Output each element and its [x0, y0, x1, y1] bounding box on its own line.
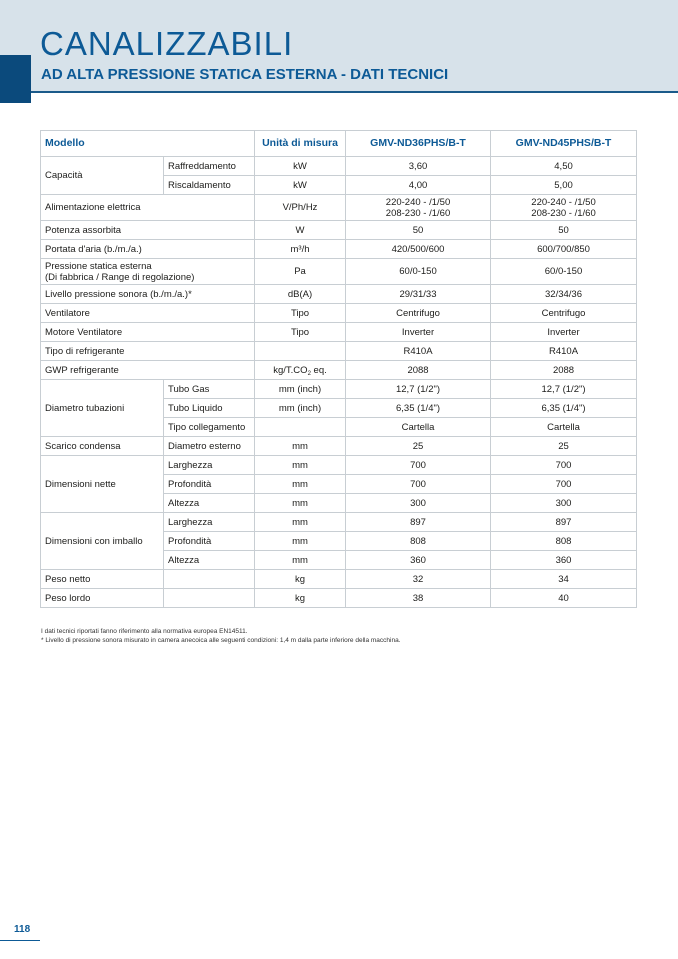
- sub-label: Profondità: [164, 475, 255, 494]
- row-label-pressione: [41, 259, 255, 285]
- footnote-line: * Livello di pressione sonora misurato in camera anecoica alle seguenti condizioni: 1,4 m dalla parte inferiore della macchina.: [41, 637, 401, 644]
- table-row: [41, 342, 637, 361]
- unit-cell: W: [255, 221, 346, 240]
- sub-label: Tubo Gas: [164, 380, 255, 399]
- row-label-ventilatore: Ventilatore: [41, 304, 255, 323]
- row-label-peso-netto: Peso netto: [41, 570, 164, 589]
- table-row: [41, 285, 637, 304]
- table-row: [41, 323, 637, 342]
- sub-label: Riscaldamento: [164, 176, 255, 195]
- value-cell: 360: [491, 551, 637, 570]
- sub-label: Larghezza: [164, 513, 255, 532]
- unit-cell: dB(A): [255, 285, 346, 304]
- header-model: Modello: [41, 131, 255, 157]
- sub-label: Profondità: [164, 532, 255, 551]
- value-cell: 6,35 (1/4"): [346, 399, 491, 418]
- value-cell: 420/500/600: [346, 240, 491, 259]
- header-accent-bar: [0, 55, 31, 103]
- value-cell: 700: [346, 475, 491, 494]
- value-cell: 808: [491, 532, 637, 551]
- unit-cell: mm: [255, 532, 346, 551]
- specs-table: [40, 130, 637, 608]
- unit-cell: mm (inch): [255, 399, 346, 418]
- row-label-motore: Motore Ventilatore: [41, 323, 255, 342]
- unit-cell: Pa: [255, 259, 346, 285]
- value-cell: Centrifugo: [491, 304, 637, 323]
- sub-label: Tubo Liquido: [164, 399, 255, 418]
- value-cell: 25: [346, 437, 491, 456]
- value-cell: 700: [491, 475, 637, 494]
- value-cell: 50: [346, 221, 491, 240]
- unit-cell: [255, 361, 346, 380]
- table-row: [41, 157, 637, 176]
- page-title: CANALIZZABILI: [40, 25, 294, 62]
- sub-label: Diametro esterno: [164, 437, 255, 456]
- page-number-rule: [0, 940, 40, 941]
- value-cell: Inverter: [491, 323, 637, 342]
- value-cell: 34: [491, 570, 637, 589]
- value-cell: 12,7 (1/2"): [346, 380, 491, 399]
- unit-text: kg/T.CO: [273, 364, 308, 376]
- value-cell: 60/0-150: [491, 259, 637, 285]
- value-cell: Centrifugo: [346, 304, 491, 323]
- table-row: [41, 240, 637, 259]
- unit-cell: mm: [255, 494, 346, 513]
- row-label-dim-nette: Dimensioni nette: [41, 456, 164, 513]
- unit-cell: mm: [255, 456, 346, 475]
- header-model-2: GMV-ND45PHS/B-T: [491, 131, 637, 157]
- unit-cell: V/Ph/Hz: [255, 195, 346, 221]
- page-number: 118: [14, 924, 31, 935]
- table-row: [41, 221, 637, 240]
- value-cell: 5,00: [491, 176, 637, 195]
- value-cell: R410A: [346, 342, 491, 361]
- value-cell: 25: [491, 437, 637, 456]
- value-cell: Cartella: [491, 418, 637, 437]
- value-cell: 6,35 (1/4"): [491, 399, 637, 418]
- value-cell: 29/31/33: [346, 285, 491, 304]
- value-cell: [491, 195, 637, 221]
- value-cell: 300: [491, 494, 637, 513]
- value-cell: 40: [491, 589, 637, 608]
- value-cell: 50: [491, 221, 637, 240]
- value-cell: 700: [346, 456, 491, 475]
- header-unit: Unità di misura: [255, 131, 346, 157]
- row-label-potenza: Potenza assorbita: [41, 221, 255, 240]
- empty-cell: [164, 589, 255, 608]
- value-cell: 2088: [346, 361, 491, 380]
- table-row: [41, 456, 637, 475]
- unit-cell: Tipo: [255, 304, 346, 323]
- table-row: [41, 361, 637, 380]
- value-line: 220-240 - /1/50: [531, 196, 596, 208]
- value-cell: 3,60: [346, 157, 491, 176]
- value-cell: 4,00: [346, 176, 491, 195]
- page-subtitle: AD ALTA PRESSIONE STATICA ESTERNA - DATI TECNICI: [41, 66, 449, 83]
- footnotes: [41, 627, 401, 645]
- row-label-capacita: Capacità: [41, 157, 164, 195]
- row-label-portata: Portata d'aria (b./m./a.): [41, 240, 255, 259]
- row-label-alimentazione: Alimentazione elettrica: [41, 195, 255, 221]
- empty-cell: [164, 570, 255, 589]
- value-cell: 60/0-150: [346, 259, 491, 285]
- value-cell: 360: [346, 551, 491, 570]
- sub-label: Tipo collegamento: [164, 418, 255, 437]
- value-cell: R410A: [491, 342, 637, 361]
- sub-label: Altezza: [164, 551, 255, 570]
- sub-label: Altezza: [164, 494, 255, 513]
- value-cell: 897: [491, 513, 637, 532]
- table-row: [41, 437, 637, 456]
- value-line: 220-240 - /1/50: [385, 196, 451, 208]
- unit-cell: mm (inch): [255, 380, 346, 399]
- table-row: [41, 304, 637, 323]
- unit-cell: kW: [255, 176, 346, 195]
- table-row: [41, 589, 637, 608]
- row-label-diametro: Diametro tubazioni: [41, 380, 164, 437]
- row-label-livello: Livello pressione sonora (b./m./a.)*: [41, 285, 255, 304]
- sub-label: Larghezza: [164, 456, 255, 475]
- value-cell: 700: [491, 456, 637, 475]
- value-cell: 38: [346, 589, 491, 608]
- label-line: (Di fabbrica / Range di regolazione): [45, 271, 195, 283]
- label-line: Pressione statica esterna: [45, 260, 152, 272]
- row-label-tipo-refrigerante: Tipo di refrigerante: [41, 342, 255, 361]
- value-cell: 600/700/850: [491, 240, 637, 259]
- row-label-scarico: Scarico condensa: [41, 437, 164, 456]
- value-line: 208-230 - /1/60: [385, 207, 451, 219]
- header-divider: [31, 91, 678, 93]
- unit-cell: m³/h: [255, 240, 346, 259]
- unit-cell: [255, 342, 346, 361]
- value-cell: [346, 195, 491, 221]
- unit-cell: kg: [255, 570, 346, 589]
- table-row: [41, 259, 637, 285]
- value-cell: 12,7 (1/2"): [491, 380, 637, 399]
- unit-cell: kW: [255, 157, 346, 176]
- unit-cell: mm: [255, 551, 346, 570]
- value-cell: 4,50: [491, 157, 637, 176]
- unit-cell: mm: [255, 437, 346, 456]
- unit-cell: kg: [255, 589, 346, 608]
- value-cell: 808: [346, 532, 491, 551]
- row-label-dim-imballo: Dimensioni con imballo: [41, 513, 164, 570]
- unit-cell: mm: [255, 513, 346, 532]
- value-cell: Cartella: [346, 418, 491, 437]
- row-label-gwp: GWP refrigerante: [41, 361, 255, 380]
- footnote-line: I dati tecnici riportati fanno riferimento alla normativa europea EN14511.: [41, 628, 248, 635]
- value-cell: Inverter: [346, 323, 491, 342]
- row-label-peso-lordo: Peso lordo: [41, 589, 164, 608]
- unit-cell: Tipo: [255, 323, 346, 342]
- value-cell: 2088: [491, 361, 637, 380]
- value-cell: 32: [346, 570, 491, 589]
- table-row: [41, 513, 637, 532]
- value-line: 208-230 - /1/60: [531, 207, 596, 219]
- unit-text: eq.: [310, 364, 327, 376]
- unit-subscript: 2: [307, 370, 311, 377]
- table-row: [41, 380, 637, 399]
- value-cell: 32/34/36: [491, 285, 637, 304]
- unit-cell: mm: [255, 475, 346, 494]
- header-model-1: GMV-ND36PHS/B-T: [346, 131, 491, 157]
- table-row: [41, 570, 637, 589]
- value-cell: 300: [346, 494, 491, 513]
- value-cell: 897: [346, 513, 491, 532]
- unit-cell: [255, 418, 346, 437]
- table-row: [41, 195, 637, 221]
- sub-label: Raffreddamento: [164, 157, 255, 176]
- table-header-row: [41, 131, 637, 157]
